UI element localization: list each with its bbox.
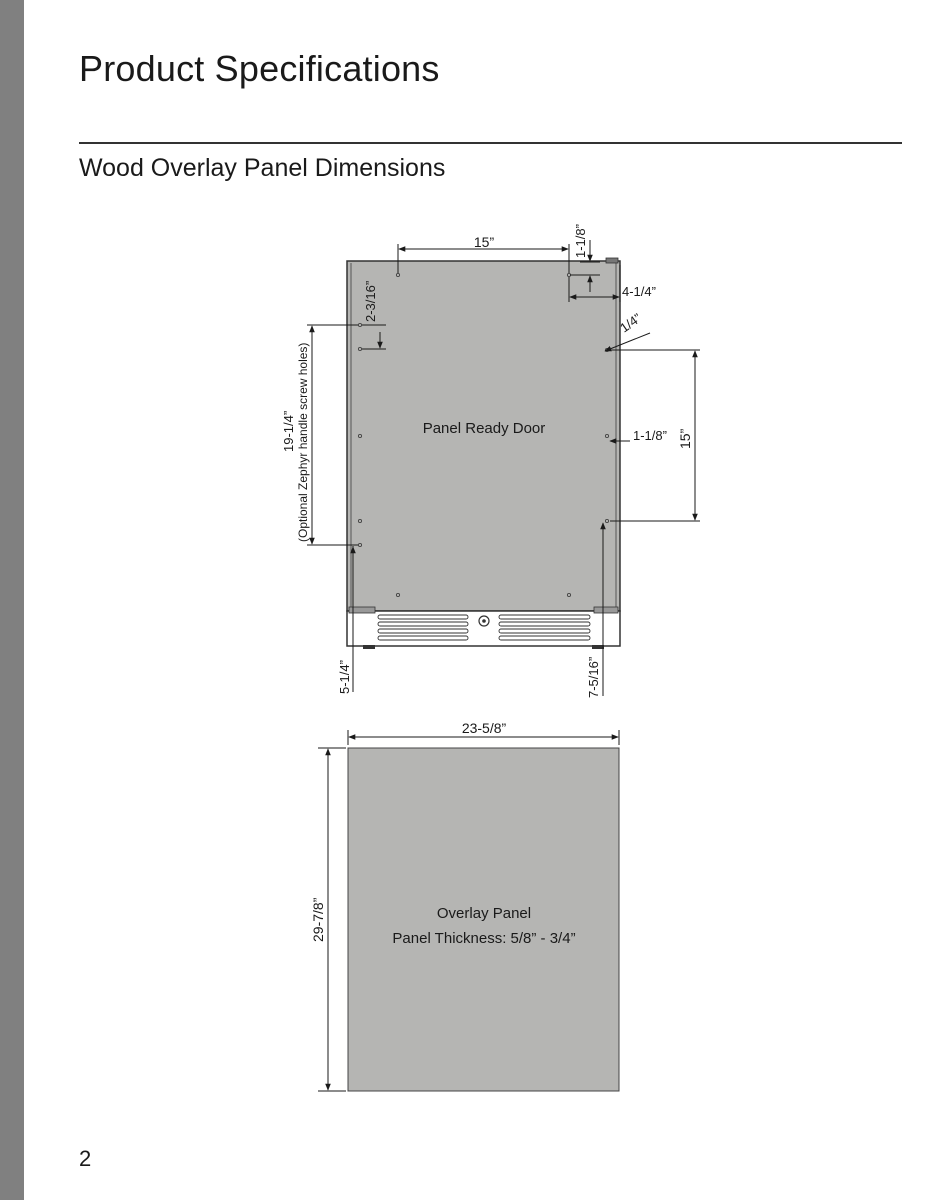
dim-overlay-height: 29-7/8”: [310, 897, 326, 942]
overlay-label: Overlay Panel: [436, 905, 532, 922]
panel-thickness-label: Panel Thickness: 5/8” - 3/4”: [392, 930, 576, 947]
dim-right-side: 1-1/8”: [633, 428, 667, 443]
dim-top-offset: 1-1/8”: [573, 224, 588, 258]
door-label: Panel Ready Door: [422, 420, 546, 437]
dim-bottom-right: 7-5/16”: [586, 656, 601, 698]
section-title: Wood Overlay Panel Dimensions: [79, 154, 446, 182]
dim-left-span: 19-1/4”: [281, 410, 296, 452]
dim-overlay-width: 23-5/8”: [461, 720, 507, 736]
dim-right-span: 15”: [677, 428, 693, 449]
dim-top-width: 15”: [473, 234, 495, 250]
dim-left-upper: 2-3/16”: [363, 280, 378, 322]
page-number: 2: [79, 1146, 92, 1171]
dim-bottom-left: 5-1/4”: [337, 660, 352, 694]
dim-right-inset: 4-1/4”: [622, 284, 656, 299]
dim-corner: 1/4”: [617, 310, 645, 336]
dim-left-note: (Optional Zephyr handle screw holes): [296, 342, 310, 542]
door-drawing: [347, 258, 620, 649]
page-title: Product Specifications: [79, 48, 440, 89]
